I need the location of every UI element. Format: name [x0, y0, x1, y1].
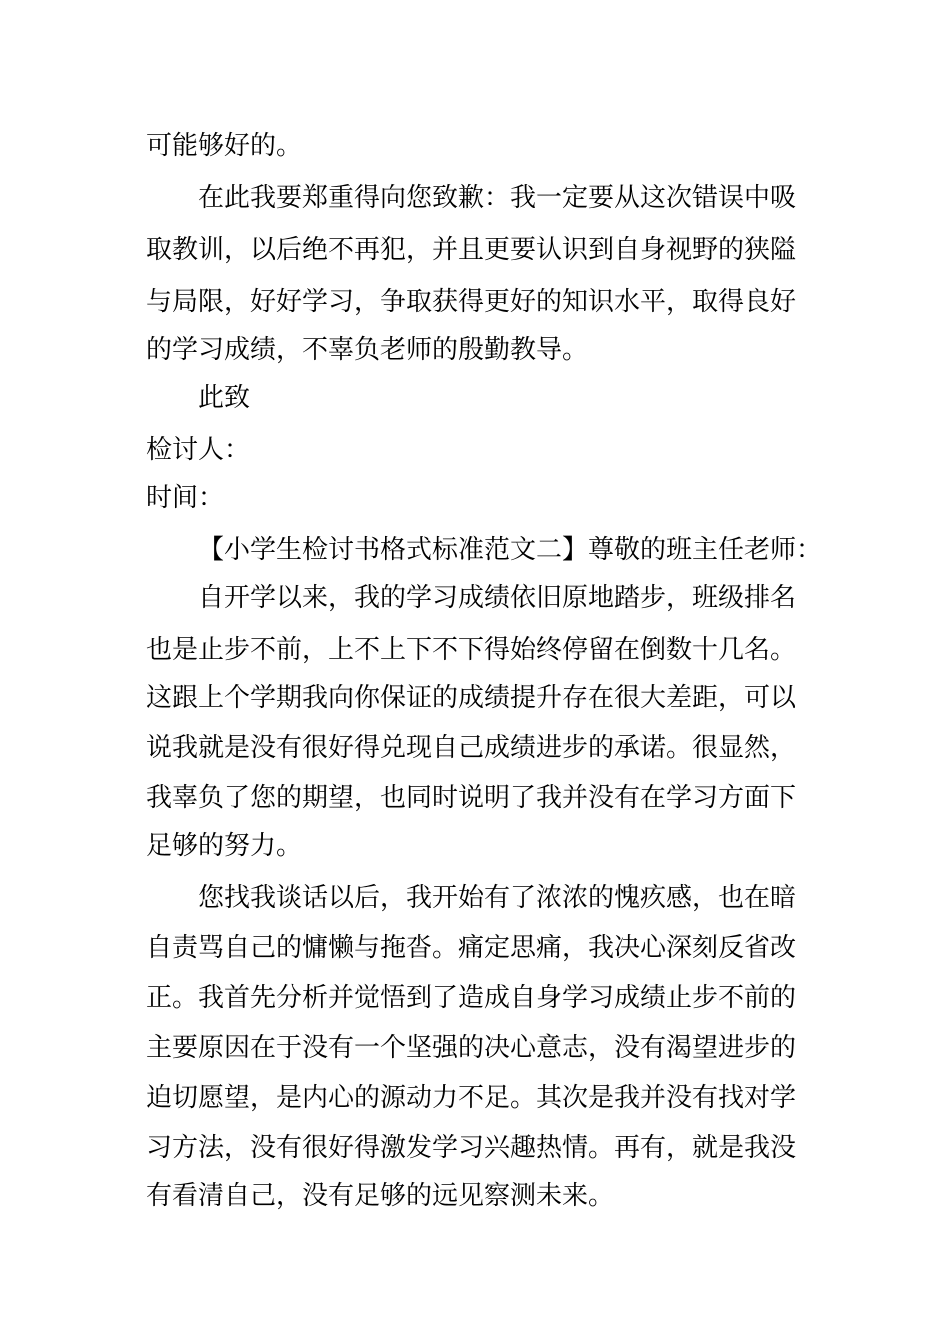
text-line: 迫切愿望，是内心的源动力不足。其次是我并没有找对学 — [146, 1083, 797, 1113]
text-line: 与局限，好好学习，争取获得更好的知识水平，取得良好 — [146, 287, 797, 317]
text-line: 正。我首先分析并觉悟到了造成自身学习成绩止步不前的 — [146, 983, 797, 1013]
text-line: 这跟上个学期我向你保证的成绩提升存在很大差距，可以 — [146, 683, 797, 713]
text-line: 的学习成绩，不辜负老师的殷勤教导。 — [146, 335, 589, 365]
text-line: 习方法，没有很好得激发学习兴趣热情。再有，就是我没 — [146, 1133, 797, 1163]
text-line: 也是止步不前，上不上下不下得始终停留在倒数十几名。 — [146, 635, 797, 665]
text-line: 我辜负了您的期望，也同时说明了我并没有在学习方面下 — [146, 783, 797, 813]
closing-salutation: 此致 — [198, 383, 251, 413]
text-line: 说我就是没有很好得兑现自己成绩进步的承诺。很显然， — [146, 733, 797, 763]
paragraph-first-line: 自开学以来，我的学习成绩依旧原地踏步，班级排名 — [198, 583, 797, 613]
signature-date-label: 时间： — [146, 483, 225, 513]
text-line: 足够的努力。 — [146, 831, 303, 861]
text-line: 自责骂自己的慵懒与拖沓。痛定思痛，我决心深刻反省改 — [146, 933, 797, 963]
paragraph-first-line: 您找我谈话以后，我开始有了浓浓的愧疚感，也在暗 — [198, 883, 797, 913]
text-line: 可能够好的。 — [146, 131, 303, 161]
text-line: 取教训，以后绝不再犯，并且更要认识到自身视野的狭隘 — [146, 235, 797, 265]
text-line: 有看清自己，没有足够的远见察测未来。 — [146, 1181, 615, 1211]
signature-author-label: 检讨人： — [146, 435, 251, 465]
paragraph-first-line: 在此我要郑重得向您致歉：我一定要从这次错误中吸 — [198, 183, 797, 213]
section-heading: 【小学生检讨书格式标准范文二】尊敬的班主任老师： — [198, 535, 823, 565]
text-line: 主要原因在于没有一个坚强的决心意志，没有渴望进步的 — [146, 1033, 797, 1063]
